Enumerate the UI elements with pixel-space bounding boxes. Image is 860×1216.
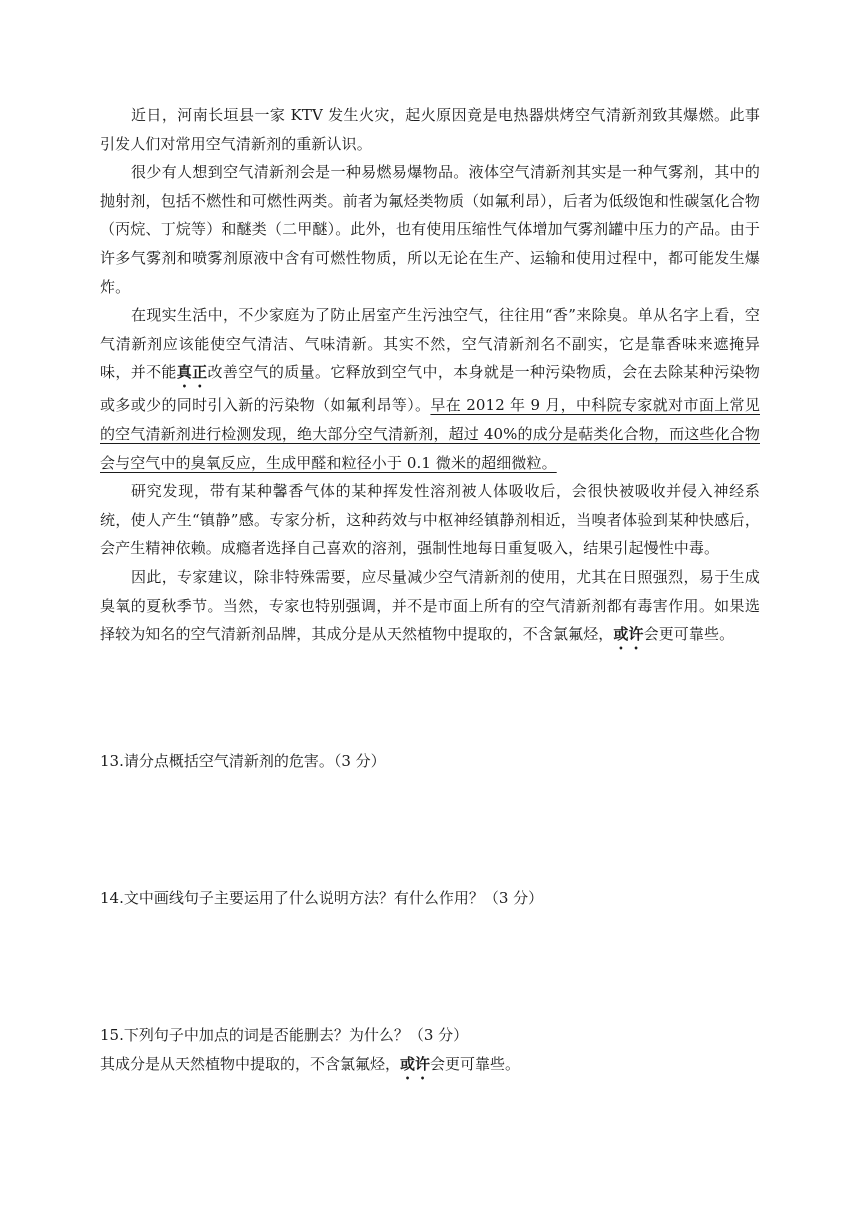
paragraph-3 — [100, 301, 760, 477]
paragraph-4 — [100, 477, 760, 563]
dotted-word-zhenzheng: 真正 — [176, 363, 208, 382]
paragraph-5-text-a: 因此，专家建议，除非特殊需要，应尽量减少空气清新剂的使用，尤其在日照强烈，易于生成臭氧的夏秋季节。当然，专家也特别强调，并不是市面上所有的空气清新剂都有毒害作用。如果选择较为知名的空气清新剂品牌，其成分是从天然植物中提取的，不含氯氟烃， — [100, 567, 760, 644]
paragraph-1-text: 近日，河南长垣县一家 KTV 发生火灾，起火原因竟是电热器烘烤空气清新剂致其爆燃。此事引发人们对常用空气清新剂的重新认识。 — [100, 106, 760, 153]
paragraph-2 — [100, 158, 760, 301]
question-13: 13.请分点概括空气清新剂的危害。（3 分） — [100, 752, 386, 770]
paragraph-3-text-a: 在现实生活中，不少家庭为了防止居室产生污浊空气，往往用“香”来除臭。单从名字上看，空气清新剂应该能使空气清洁、气味清新。其实不然，空气清新剂名不副实，它是靠香味来遮掩异味，并不能 — [100, 306, 760, 382]
question-15-sentence-a: 其成分是从天然植物中提取的，不含氯氟烃， — [100, 1055, 401, 1073]
paragraph-1 — [100, 101, 760, 158]
paragraph-5-text-b: 会更可靠些。 — [643, 625, 735, 644]
question-15-sentence — [100, 1050, 520, 1083]
underlined-sentence: 早在 2012 年 9 月，中科院专家就对市面上常见的空气清新剂进行检测发现，绝大部分空气清新剂，超过 40%的成分是萜类化合物，而这些化合物会与空气中的臭氧反应，生成甲醛和粒径小于 0.1 微米的超细微粒。 — [100, 396, 760, 472]
paragraph-5 — [100, 563, 760, 653]
paragraph-4-text: 研究发现，带有某种馨香气体的某种挥发性溶剂被人体吸收后，会很快被吸收并侵入神经系统，使人产生“镇静”感。专家分析，这种药效与中枢神经镇静剂相近，当嗅者体验到某种快感后，会产生精神依赖。成瘾者选择自己喜欢的溶剂，强制性地每日重复吸入，结果引起慢性中毒。 — [100, 482, 760, 558]
question-15-sentence-b: 会更可靠些。 — [430, 1055, 521, 1073]
paragraph-2-text: 很少有人想到空气清新剂会是一种易燃易爆物品。液体空气清新剂其实是一种气雾剂，其中的抛射剂，包括不燃性和可燃性两类。前者为氟烃类物质（如氟利昂），后者为低级饱和性碳氢化合物（丙烷、丁烷等）和醚类（二甲醚）。此外，也有使用压缩性气体增加气雾剂罐中压力的产品。由于许多气雾剂和喷雾剂原液中含有可燃性物质，所以无论在生产、运输和使用过程中，都可能发生爆炸。 — [100, 163, 760, 296]
question-14: 14.文中画线句子主要运用了什么说明方法？有什么作用？（3 分） — [100, 889, 544, 907]
paragraph-3-text-b: 改善空气的质量。它释放到空气中，本身就是一种污染物质，会在去除某种污染物或多或少的同时引入新的污染物（如氟利昂等）。 — [100, 363, 760, 415]
question-15-dotted-word: 或许 — [400, 1055, 431, 1073]
reading-passage — [100, 101, 760, 653]
dotted-word-huoxu: 或许 — [613, 625, 644, 644]
question-15: 15.下列句子中加点的词是否能删去？为什么？（3 分） — [100, 1026, 469, 1044]
